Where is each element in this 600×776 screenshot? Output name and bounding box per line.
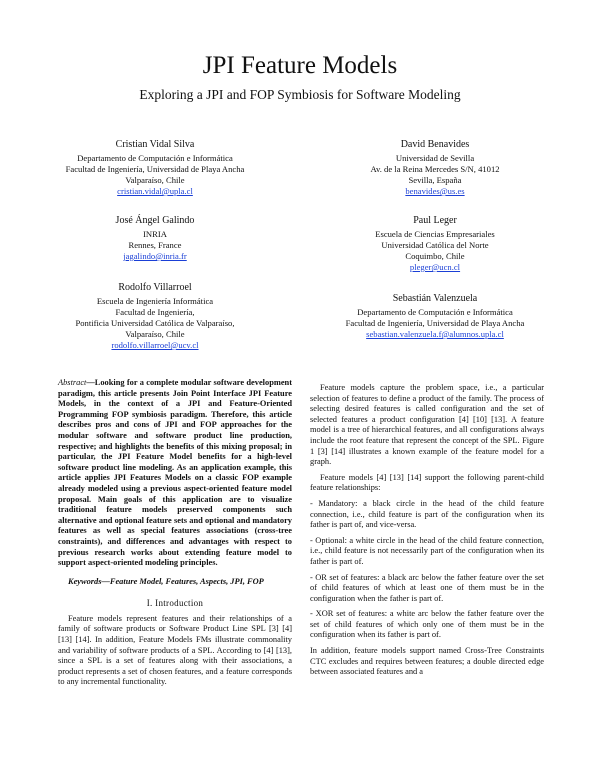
author-affiliation: Coquimbo, Chile: [405, 251, 465, 261]
author-email-link[interactable]: cristian.vidal@upla.cl: [117, 186, 193, 196]
author-email-link[interactable]: pleger@ucn.cl: [409, 262, 461, 272]
author-affiliation: Universidad Católica del Norte: [381, 240, 489, 250]
body-paragraph: Feature models [4] [13] [14] support the following parent-child feature relationships:: [310, 472, 544, 493]
author-affiliation: Escuela de Ingeniería Informática: [96, 296, 214, 306]
author-affiliation: Departamento de Computación e Informática: [77, 153, 233, 163]
abstract-text: —Looking for a complete modular software development paradigm, this article presents Join Point Interface JPI Feature Models, in the context of a JPI and Feature-Oriented Programming FOP symbiosis paradigm. Therefore, this article describes pros and cons of JPI and FOP approaches for the modular software and software product line production, respective; and highlights the benefits of this mixing proposal; in particular, the JPI Feature Model benefits for a high-level software product line modeling. As an application example, this article applies JPI Features Models on a classic FOP example already modeled using a previous aspect-oriented feature model proposal. Main goals of this application are to visualize traditional feature models preserved components such alternative and optional feature sets and optional and mandatory features as well as special features associations (cross-tree constraints), and differences and advantages with respect to previous research works about extending feature model to support aspect-oriented modeling principles.: [58, 378, 292, 568]
author-affiliation: Facultad de Ingeniería, Universidad de Playa Ancha: [345, 318, 525, 328]
author-affiliation: Facultad de Ingeniería,: [115, 307, 195, 317]
author-affiliation: INRIA: [143, 229, 167, 239]
list-item: - Optional: a white circle in the head of the child feature connection, i.e., child feature is not necessarily part of the configuration when its father is part of.: [310, 535, 544, 566]
author-block: [300, 292, 570, 340]
keywords: Keywords—Feature Model, Features, Aspects, JPI, FOP: [68, 576, 264, 586]
author-block: [320, 138, 550, 197]
author-affiliation: Pontificia Universidad Católica de Valparaíso,: [75, 318, 235, 328]
list-item: - Mandatory: a black circle in the head of the child feature connection, i.e., child feature is part of the configuration when its father is part of, and vice-versa.: [310, 498, 544, 530]
section-heading: I. Introduction: [146, 598, 204, 609]
abstract-label: Abstract: [58, 378, 87, 387]
body-paragraph: In addition, feature models support named Cross-Tree Constraints CTC excludes and requires between features; a double directed edge between associated features and a: [310, 646, 544, 677]
author-name: David Benavides: [400, 139, 470, 150]
author-block: [320, 214, 550, 273]
paper-title: JPI Feature Models: [202, 52, 398, 79]
author-affiliation: Valparaíso, Chile: [125, 329, 185, 339]
author-email-link[interactable]: jagalindo@inria.fr: [123, 251, 187, 261]
author-affiliation: Sevilla, España: [408, 175, 462, 185]
body-paragraph: Feature models capture the problem space, i.e., a particular selection of features to define a product of the family. The process of selecting desired features is called configuration and the set of selected features a product configuration [4] [10] [13]. A feature model is a tree of hierarchical features, and all configurations always include the root feature that represent the concept of the SPL. Figure 1 [3] [14] illustrates a known example of the feature model for a graph.: [310, 383, 544, 467]
abstract: [58, 378, 292, 569]
author-block: [40, 138, 270, 197]
author-affiliation: Facultad de Ingeniería, Universidad de Playa Ancha: [65, 164, 245, 174]
list-item: - XOR set of features: a white arc below the father feature over the set of child features of which only one of them must be in the configuration when its father is part of.: [310, 609, 544, 640]
author-affiliation: Valparaíso, Chile: [125, 175, 185, 185]
author-name: Sebastián Valenzuela: [392, 293, 478, 304]
paper-subtitle: Exploring a JPI and FOP Symbiosis for Software Modeling: [139, 87, 461, 102]
author-name: José Ángel Galindo: [115, 215, 195, 226]
body-paragraph: Feature models represent features and their relationships of a family of software products or Software Product Line SPL [3] [4] [13] [14]. In addition, Feature Models FMs illustrate commonality and variability of software products of a SPL. According to [4] [13], since a SPL is a set of features along with their associations, a product represents a set of chosen features, and a feature corresponds to any incremental functionality.: [58, 613, 292, 687]
author-affiliation: Departamento de Computación e Informática: [357, 307, 513, 317]
author-name: Paul Leger: [413, 215, 457, 226]
author-affiliation: Rennes, France: [128, 240, 182, 250]
author-affiliation: Universidad de Sevilla: [395, 153, 475, 163]
author-email-link[interactable]: sebastian.valenzuela.f@alumnos.upla.cl: [366, 329, 504, 339]
author-block: [40, 281, 270, 351]
right-column: [310, 383, 544, 683]
author-block: [40, 214, 270, 262]
author-email-link[interactable]: benavides@us.es: [405, 186, 465, 196]
author-affiliation: Escuela de Ciencias Empresariales: [375, 229, 495, 239]
author-name: Rodolfo Villarroel: [118, 282, 192, 293]
author-affiliation: Av. de la Reina Mercedes S/N, 41012: [370, 164, 500, 174]
list-item: - OR set of features: a black arc below the father feature over the set of child features of which at least one of them must be in the configuration when the father is part of.: [310, 572, 544, 603]
author-email-link[interactable]: rodolfo.villarroel@ucv.cl: [111, 340, 199, 350]
author-name: Cristian Vidal Silva: [115, 139, 195, 150]
left-column: [58, 378, 292, 688]
